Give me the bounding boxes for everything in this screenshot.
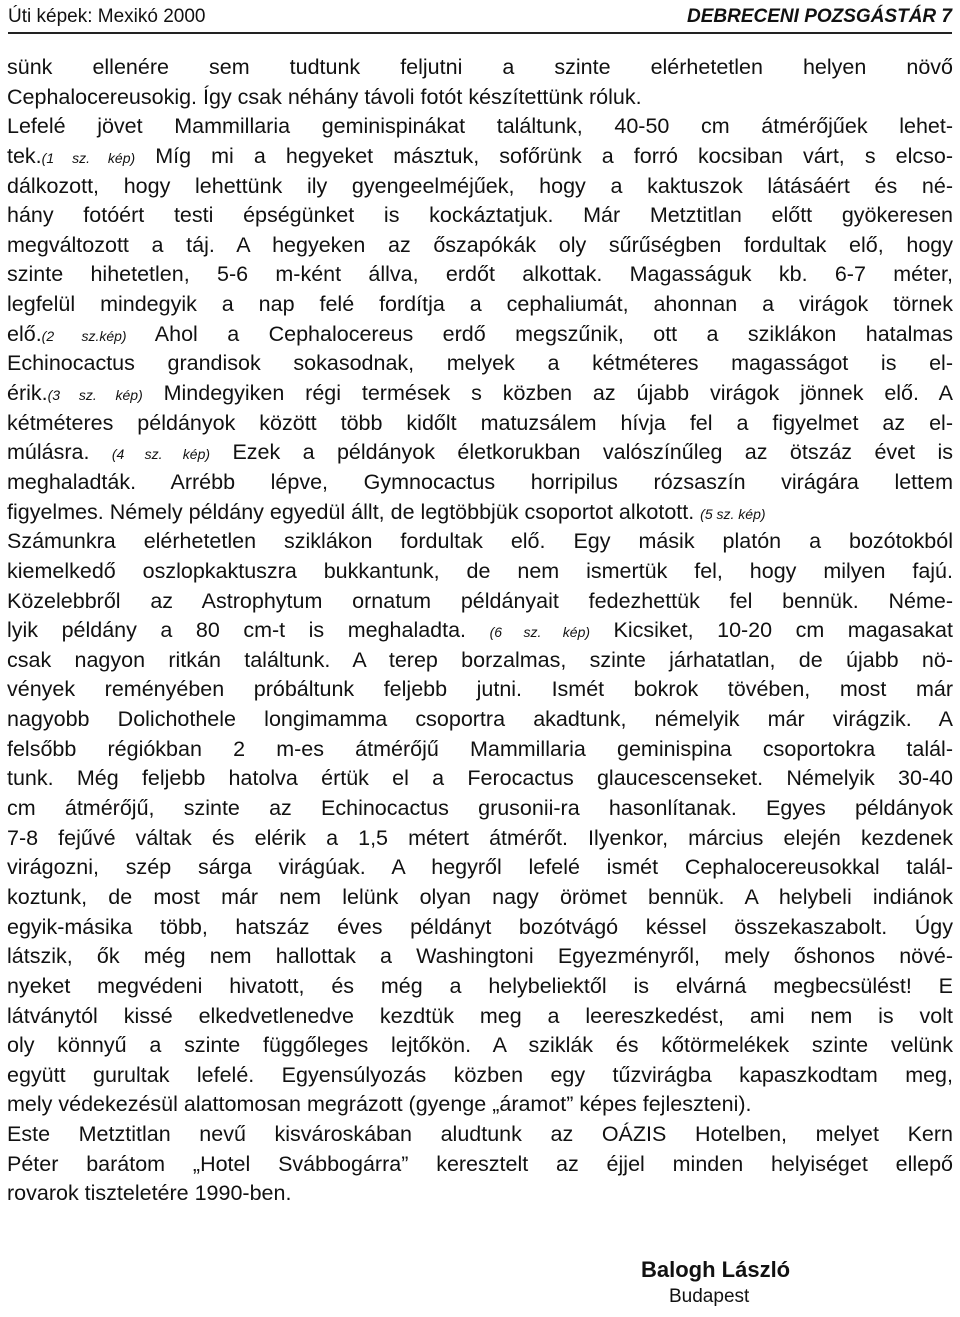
text-run: Este Metztitlan nevű kisvároskában aludtunk az OÁZIS Hotelben, melyet Kern [7,1122,953,1147]
text-line [7,83,953,113]
text-line [7,172,953,202]
author-signature [641,1256,790,1310]
text-line [7,231,953,261]
text-run: cm átmérőjű, szinte az Echinocactus grusonii-ra hasonlítanak. Egyes példányok [7,796,953,821]
text-line [7,112,953,142]
header-title: Úti képek: Mexikó 2000 [8,6,206,27]
text-line [7,942,953,972]
text-line [7,1120,953,1150]
text-run: látszik, ők még nem hallottak a Washingtoni Egyezményről, mely őshonos növé- [7,944,953,969]
header-journal-page: DEBRECENI POZSGÁSTÁR 7 [687,6,952,27]
text-run: Lefelé jövet Mammillaria geminispinákat találtunk, 40-50 cm átmérőjűek lehet- [7,114,953,139]
text-run: Kicsiket, 10-20 cm magasakat [590,618,953,643]
text-line [7,409,953,439]
text-run: nyeket megvédeni hivatott, és még a helybeliektől is elvárná megbecsülést! E [7,973,953,998]
text-run: egyik-másika több, hatszáz éves példányt bozótvágó késsel összekaszabolt. Úgy [7,914,953,939]
text-run: elő. [7,321,42,346]
text-line [7,557,953,587]
text-run: megváltozott a táj. A hegyeken az őszapókák oly sűrűségben fordultak elő, hogy [7,232,953,257]
photo-reference: (2 sz.kép) [41,327,127,344]
author-name: Balogh László [641,1257,791,1282]
text-run: tek. [7,143,42,168]
text-line [7,290,953,320]
text-run: csak nagyon ritkán találtunk. A terep borzalmas, szinte járhatatlan, de újabb nö- [7,647,953,672]
text-line [7,587,953,617]
text-line [7,824,953,854]
text-line [7,53,953,83]
text-run: dálkozott, hogy lehettünk ily gyengeelméjűek, hogy a kaktuszok látásáért és né- [7,173,953,198]
text-run: felsőbb régiókban 2 m-es átmérőjű Mammillaria geminispina csoportokra talál- [7,736,953,761]
text-run: kétméteres példányok között több kidőlt matuzsálem hívja fel a figyelmet az el- [7,410,953,435]
article-body [7,53,953,1209]
text-run: figyelmes. Némely példány egyedül állt, de legtöbbjük csoportot alkotott. [7,499,701,524]
text-line [7,1031,953,1061]
text-line [7,527,953,557]
photo-reference: (3 sz. kép) [47,387,143,404]
text-line [7,764,953,794]
text-run: rovarok tiszteletére 1990-ben. [7,1181,292,1206]
text-run: Cephalocereusokig. Így csak néhány távoli fotót készítettünk róluk. [7,84,642,109]
text-line [7,201,953,231]
text-run: Számunkra elérhetetlen sziklákon fordultak elő. Egy másik platón a bozótokból [7,529,953,554]
text-line [7,260,953,290]
text-run: együtt gurultak lefelé. Egyensúlyozás közben egy tűzvirágba kapaszkodtam meg, [7,1062,953,1087]
text-run: legfelül mindegyik a nap felé fordítja a cephaliumát, ahonnan a virágok törnek [7,292,953,317]
text-line [7,1150,953,1180]
text-line [7,468,953,498]
author-location: Budapest [669,1286,750,1307]
text-line [7,735,953,765]
text-run: virágozni, szép sárga virágúak. A hegyről lefelé ismét Cephalocereusokkal talál- [7,855,953,880]
text-line [7,853,953,883]
text-line [7,438,953,468]
text-line [7,1061,953,1091]
text-line [7,1090,953,1120]
photo-reference: (5 sz. kép) [700,505,766,522]
text-line [7,1002,953,1032]
text-run: szinte hihetetlen, 5-6 m-ként állva, erdőt alkottak. Magasságuk kb. 6-7 méter, [7,262,953,287]
text-run: Közelebbről az Astrophytum ornatum példányait fedezhettük fel bennük. Néme- [7,588,953,613]
text-run: oly könnyű a szinte függőleges lejtőkön. A sziklák és kőtörmelékek szinte velünk [7,1033,953,1058]
text-run: mely védekezésül alattomosan megrázott (gyenge „áramot” képes fejleszteni). [7,1092,752,1117]
photo-reference: (4 sz. kép) [111,446,211,463]
text-run: koztunk, de most már nem lelünk olyan nagy örömet bennük. A helybeli indiánok [7,884,953,909]
text-run: Míg mi a hegyeket másztuk, sofőrünk a forró kocsiban várt, s elcso- [135,143,953,168]
text-run: Péter barátom „Hotel Svábbogárra” keresztelt az éjjel minden helyiséget ellepő [7,1151,953,1176]
text-line [7,379,953,409]
text-run: sünk ellenére sem tudtunk feljutni a szinte elérhetetlen helyen növő [7,55,953,79]
text-line [7,616,953,646]
text-line [7,675,953,705]
text-run: Echinocactus grandisok sokasodnak, melyek a kétméteres magasságot is el- [7,351,953,376]
text-run: kiemelkedő oszlopkaktuszra bukkantunk, de nem ismertük fel, hogy milyen fajú. [7,558,953,583]
text-line [7,913,953,943]
text-line [7,794,953,824]
text-line [7,349,953,379]
text-run: vények reményében próbáltunk feljebb jutni. Ismét bokrok tövében, most már [7,677,953,702]
text-run: nagyobb Dolichothele longimamma csoportra akadtunk, némelyik már virágzik. A [7,707,953,732]
text-line [7,883,953,913]
photo-reference: (1 sz. kép) [41,149,136,166]
text-line [7,972,953,1002]
text-line [7,646,953,676]
text-run: 7-8 fejűvé váltak és elérik a 1,5 métert átmérőt. Ilyenkor, március elején kezdenek [7,825,953,850]
text-run: tunk. Még feljebb hatolva értük el a Ferocactus glaucescenseket. Némelyik 30-40 [7,766,953,791]
text-run: hány fotóért testi épségünket is kockáztatjuk. Már Metztitlan előtt gyökeresen [7,203,953,228]
page-header [8,2,952,34]
text-run: Mindegyiken régi termések s közben az újabb virágok jönnek elő. A [142,381,953,406]
text-run: lyik példány a 80 cm-t is meghaladta. [7,618,490,643]
photo-reference: (6 sz. kép) [489,624,591,641]
text-run: látványtól kissé elkedvetlenedve kezdtük meg a leereszkedést, ami nem is volt [7,1003,953,1028]
text-run: meghaladták. Arrébb lépve, Gymnocactus horripilus rózsaszín virágára lettem [7,469,953,494]
text-run: Ezek a példányok életkorukban valószínűleg az ötszáz évet is [210,440,953,465]
text-line [7,142,953,172]
text-line [7,320,953,350]
text-line [7,705,953,735]
text-line [7,1179,953,1209]
text-run: Ahol a Cephalocereus erdő megszűnik, ott a sziklákon hatalmas [126,321,953,346]
text-run: múlásra. [7,440,112,465]
text-run: érik. [7,381,48,406]
text-line [7,498,953,528]
